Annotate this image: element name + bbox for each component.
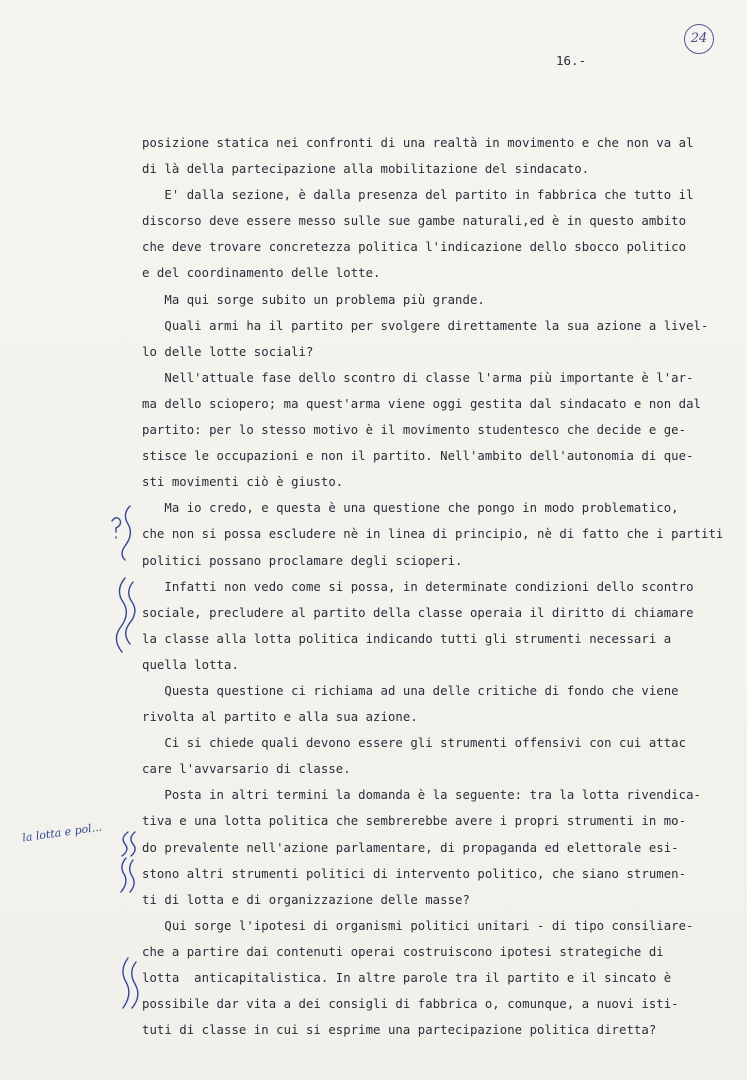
text-line: che non si possa escludere nè in linea di principio, nè di fatto che i partiti bbox=[142, 527, 724, 542]
text-line: tuti di classe in cui si esprime una partecipazione politica diretta? bbox=[142, 1023, 657, 1038]
text-line: Nell'attuale fase dello scontro di classe l'arma più importante è l'ar- bbox=[142, 370, 694, 385]
text-line: Questa questione ci richiama ad una delle critiche di fondo che viene bbox=[142, 683, 679, 698]
text-line: Infatti non vedo come si possa, in determinate condizioni dello scontro bbox=[142, 579, 694, 594]
text-line: tiva e una lotta politica che sembrerebbe avere i propri strumenti in mo- bbox=[142, 814, 687, 829]
bracket-annotation-4 bbox=[122, 832, 128, 856]
text-line: Ma qui sorge subito un problema più grande. bbox=[142, 292, 485, 307]
bracket-annotation-6 bbox=[121, 858, 126, 892]
text-line: lo delle lotte sociali? bbox=[142, 344, 314, 359]
text-line: Posta in altri termini la domanda è la seguente: tra la lotta rivendica- bbox=[142, 788, 702, 803]
text-line: Quali armi ha il partito per svolgere direttamente la sua azione a livel- bbox=[142, 318, 709, 333]
bracket-annotation-7 bbox=[130, 860, 134, 892]
text-line: care l'avvarsario di classe. bbox=[142, 762, 351, 777]
bracket-annotation-5 bbox=[131, 832, 135, 856]
text-line: la classe alla lotta politica indicando tutti gli strumenti necessari a bbox=[142, 631, 672, 646]
archive-stamp: 24 bbox=[684, 24, 714, 54]
text-line: e del coordinamento delle lotte. bbox=[142, 266, 381, 281]
text-line: sociale, precludere al partito della classe operaia il diritto di chiamare bbox=[142, 605, 694, 620]
text-line: Ci si chiede quali devono essere gli strumenti offensivi con cui attac bbox=[142, 736, 687, 751]
text-line: Qui sorge l'ipotesi di organismi politici unitari - di tipo consiliare- bbox=[142, 918, 694, 933]
text-line: do prevalente nell'azione parlamentare, di propaganda ed elettorale esi- bbox=[142, 840, 679, 855]
text-line: che a partire dai contenuti operai costruiscono ipotesi strategiche di bbox=[142, 944, 664, 959]
text-line: posizione statica nei confronti di una realtà in movimento e che non va al bbox=[142, 136, 694, 150]
text-line: stisce le occupazioni e non il partito. Nell'ambito dell'autonomia di que- bbox=[142, 449, 694, 464]
text-line: politici possano proclamare degli scioperi. bbox=[142, 553, 463, 568]
text-line: Ma io credo, e questa è una questione che pongo in modo problematico, bbox=[142, 501, 679, 516]
bracket-annotation-8 bbox=[123, 958, 129, 1008]
question-mark-annotation bbox=[112, 518, 121, 538]
text-line: sti movimenti ciò è giusto. bbox=[142, 475, 344, 490]
bracket-annotation-3 bbox=[126, 582, 135, 644]
text-line: ma dello sciopero; ma quest'arma viene oggi gestita dal sindacato e non dal bbox=[142, 396, 702, 411]
text-line: quella lotta. bbox=[142, 657, 239, 672]
text-line: possibile dar vita a dei consigli di fabbrica o, comunque, a nuovi isti- bbox=[142, 997, 679, 1012]
bracket-annotation-2 bbox=[116, 578, 126, 652]
text-line: rivolta al partito e alla sua azione. bbox=[142, 710, 418, 725]
text-line: stono altri strumenti politici di intervento politico, che siano strumen- bbox=[142, 866, 687, 881]
text-line: lotta anticapitalistica. In altre parole tra il partito e il sincato è bbox=[142, 971, 672, 985]
bracket-annotation-9 bbox=[132, 962, 138, 1008]
text-line: che deve trovare concretezza politica l'indicazione dello sbocco politico bbox=[142, 240, 687, 255]
text-line: partito: per lo stesso motivo è il movimento studentesco che decide e ge- bbox=[142, 423, 687, 438]
text-line: di là della partecipazione alla mobilitazione del sindacato. bbox=[142, 162, 590, 177]
text-line: E' dalla sezione, è dalla presenza del partito in fabbrica che tutto il bbox=[142, 188, 694, 203]
text-line: discorso deve essere messo sulle sue gambe naturali,ed è in questo ambito bbox=[142, 214, 687, 229]
text-line: ti di lotta e di organizzazione delle masse? bbox=[142, 892, 470, 907]
handwritten-margin-note: la lotta e pol... bbox=[21, 820, 103, 845]
page-number: 16.- bbox=[556, 53, 587, 68]
bracket-annotation-1 bbox=[122, 506, 130, 560]
